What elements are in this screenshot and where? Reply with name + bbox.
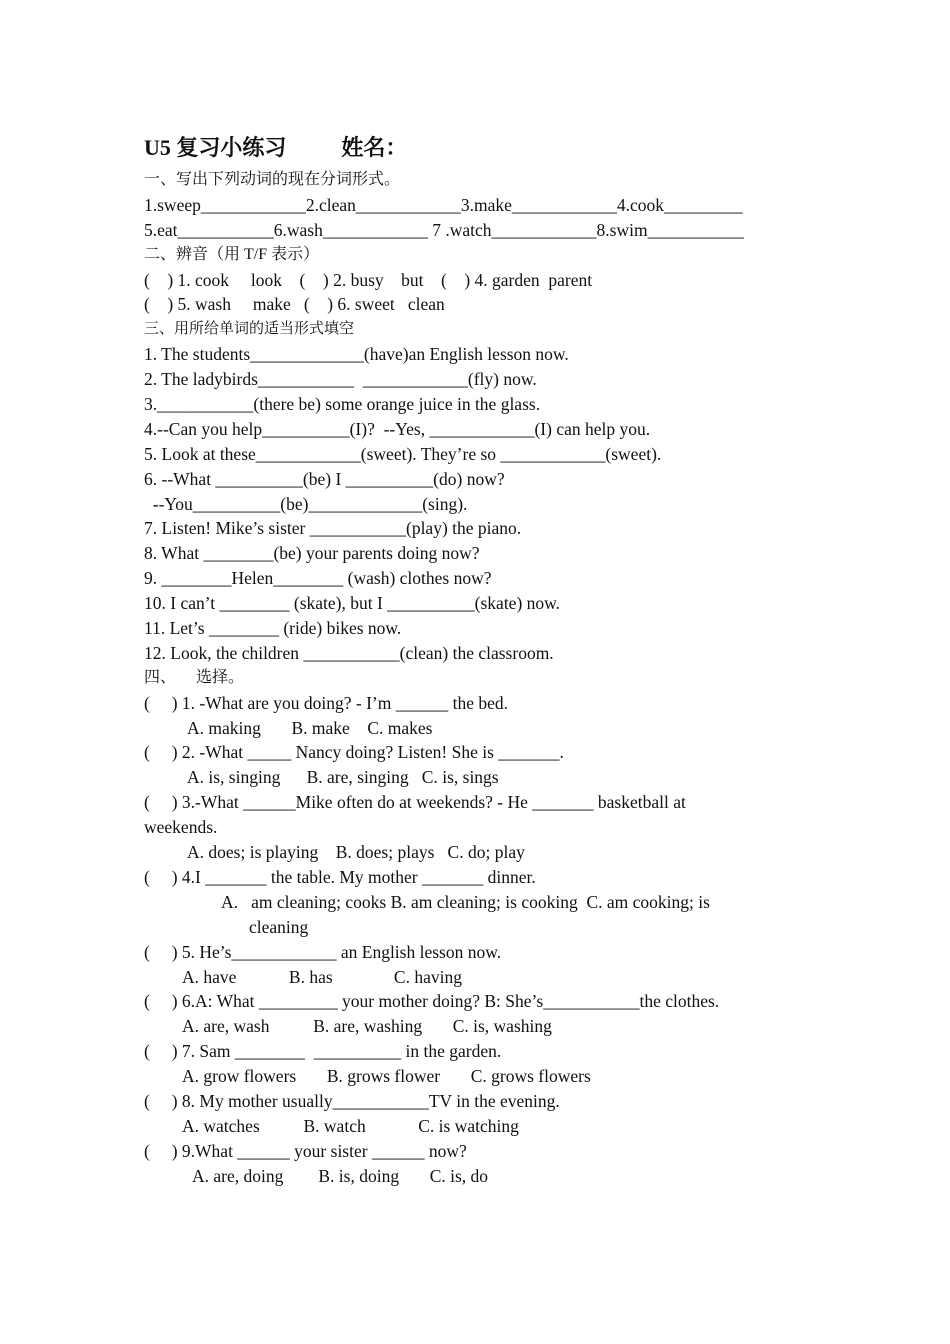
answer-options-continuation: cleaning <box>249 916 309 937</box>
exercise-line: 4.--Can you help__________(I)? --Yes, ____________(I) can help you. <box>144 418 651 439</box>
question: ( ) 9.What ______ your sister ______ now? <box>144 1140 467 1161</box>
answer-options: A. does; is playing B. does; plays C. do; play <box>187 842 525 863</box>
exercise-line: 5.eat___________6.wash____________ 7 .watch____________8.swim___________ <box>144 219 744 240</box>
exercise-line: --You__________(be)_____________(sing). <box>144 493 468 514</box>
exercise-line: ( ) 5. wash make ( ) 6. sweet clean <box>144 294 445 315</box>
answer-options: A. have B. has C. having <box>182 966 462 987</box>
answer-options: A. are, doing B. is, doing C. is, do <box>192 1165 489 1186</box>
answer-options: A. grow flowers B. grows flower C. grows flowers <box>182 1066 591 1087</box>
exercise-line: 1.sweep____________2.clean____________3.make____________4.cook_________ <box>144 194 743 215</box>
exercise-line: 8. What ________(be) your parents doing now? <box>144 543 480 564</box>
exercise-line: ( ) 1. cook look ( ) 2. busy but ( ) 4. garden parent <box>144 269 593 290</box>
answer-options: A. is, singing B. are, singing C. is, sings <box>187 767 499 788</box>
question: ( ) 8. My mother usually___________TV in the evening. <box>144 1090 560 1111</box>
exercise-line: 3.___________(there be) some orange juice in the glass. <box>144 394 541 415</box>
section-pronunciation <box>144 243 824 318</box>
question: ( ) 5. He’s____________ an English lesson now. <box>144 941 502 962</box>
section-heading: 三、用所给单词的适当形式填空 <box>144 321 355 338</box>
answer-options: A. am cleaning; cooks B. am cleaning; is cooking C. am cooking; is <box>221 891 710 912</box>
question: ( ) 3.-What ______Mike often do at weekends? - He _______ basketball at <box>144 792 686 813</box>
section-present-participle <box>144 168 824 243</box>
section-heading: 一、写出下列动词的现在分词形式。 <box>144 171 401 188</box>
exercise-line: 12. Look, the children ___________(clean) the classroom. <box>144 642 554 663</box>
section-heading: 四、 选择。 <box>144 668 245 686</box>
worksheet <box>144 132 824 1189</box>
question: ( ) 1. -What are you doing? - I’m ______ the bed. <box>144 692 508 713</box>
section-fill-in <box>144 317 824 665</box>
section-heading: 二、辨音（用 T/F 表示） <box>144 245 320 263</box>
exercise-line: 6. --What __________(be) I __________(do) now? <box>144 468 505 489</box>
section-multiple-choice <box>144 666 824 1189</box>
exercise-line: 5. Look at these____________(sweet). They’re so ____________(sweet). <box>144 443 662 464</box>
question: ( ) 4.I _______ the table. My mother _______ dinner. <box>144 866 536 887</box>
exercise-line: 9. ________Helen________ (wash) clothes now? <box>144 568 492 589</box>
answer-options: A. watches B. watch C. is watching <box>182 1115 519 1136</box>
exercise-line: 7. Listen! Mike’s sister ___________(play) the piano. <box>144 518 522 539</box>
question: ( ) 2. -What _____ Nancy doing? Listen! She is _______. <box>144 742 564 763</box>
answer-options: A. making B. make C. makes <box>187 717 433 738</box>
worksheet-title: U5 复习小练习 姓名： <box>144 135 408 160</box>
exercise-line: 11. Let’s ________ (ride) bikes now. <box>144 618 402 639</box>
exercise-line: 10. I can’t ________ (skate), but I __________(skate) now. <box>144 593 561 614</box>
question: ( ) 7. Sam ________ __________ in the garden. <box>144 1041 502 1062</box>
answer-options: A. are, wash B. are, washing C. is, washing <box>182 1016 552 1037</box>
question-continuation: weekends. <box>144 817 218 838</box>
exercise-line: 1. The students_____________(have)an English lesson now. <box>144 344 569 365</box>
question: ( ) 6.A: What _________ your mother doing? B: She’s___________the clothes. <box>144 991 720 1012</box>
exercise-line: 2. The ladybirds___________ ____________(fly) now. <box>144 369 537 390</box>
